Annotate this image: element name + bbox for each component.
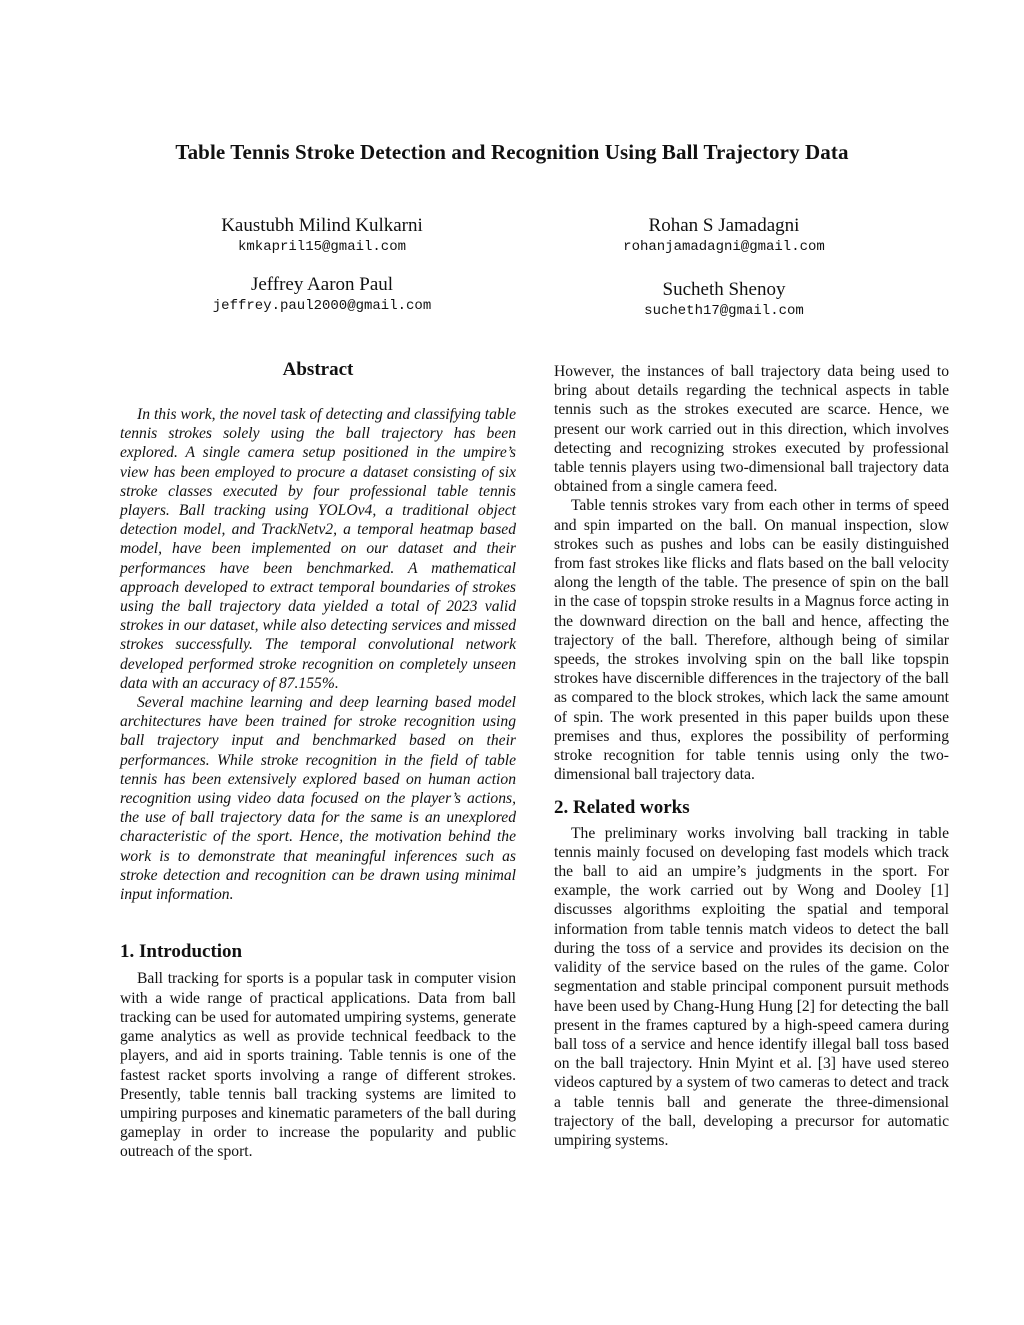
author-email: sucheth17@gmail.com: [644, 303, 804, 319]
author-block: [142, 273, 502, 315]
section-heading-introduction: 1. Introduction: [120, 941, 243, 963]
left-column: [120, 360, 516, 1162]
author-email: kmkapril15@gmail.com: [237, 239, 407, 255]
section-heading-related-works: 2. Related works: [554, 797, 690, 819]
body-paragraph: Table tennis strokes vary from each other in terms of speed and spin imparted on the ball. On manual inspection, slow strokes such as pushes and lobs can be easily distinguished from fast strokes like flicks and flats based on the ball velocity along the length of the table. The presence of spin on the ball in the case of topspin stroke results in a Magnus force acting in the downward direction on the ball and hence, affecting the trajectory of the ball. Therefore, although being of similar speeds, the strokes involving spin on the ball like topspin strokes have discernible differences in the trajectory of the ball as compared to the block strokes, which lack the same amount of spin. The work presented in this paper builds upon these premises and thus, explores the possibility of performing stroke recognition for table tennis using only the two-dimensional ball trajectory data.: [554, 497, 949, 784]
author-email: jeffrey.paul2000@gmail.com: [212, 298, 432, 314]
abstract-heading: Abstract: [282, 359, 354, 380]
intro-paragraph: Ball tracking for sports is a popular task in computer vision with a wide range of practical applications. Data from ball tracking can be used for automated umpiring systems, generate game analytics as well as provide technical feedback to the players, and aid in sports training. Table tennis is one of the fastest racket sports involving a range of different strokes. Presently, table tennis ball tracking systems are limited to umpiring purposes and kinematic parameters of the ball during gameplay in order to increase the popularity and public outreach of the sport.: [120, 970, 516, 1161]
abstract-paragraph: In this work, the novel task of detecting and classifying table tennis strokes solely using the ball trajectory has been explored. A single camera setup positioned in the umpire’s view has been employed to procure a dataset consisting of six stroke classes executed by four professional table tennis players. Ball tracking using YOLOv4, a traditional object detection model, and TrackNetv2, a temporal heatmap based model, have been implemented on our dataset and their performances have been benchmarked. A mathematical approach developed to extract temporal boundaries of strokes using the ball trajectory data yielded a total of 2023 valid strokes in our dataset, while also detecting services and missed strokes successfully. The temporal convolutional network developed performed stroke recognition on completely unseen data with an accuracy of 87.155%.: [120, 406, 516, 692]
abstract-body: [120, 405, 516, 904]
author-block: [544, 278, 904, 320]
body-paragraph: However, the instances of ball trajectory data being used to bring about details regarding the technical aspects in table tennis such as the strokes executed are scarce. Hence, we present our work carried out in this direction, which involves detecting and recognizing strokes executed by professional table tennis players using two-dimensional ball trajectory data obtained from a single camera feed.: [554, 363, 949, 496]
author-block: [142, 214, 502, 256]
related-paragraph: The preliminary works involving ball tracking in table tennis mainly focused on developing fast models which track the ball to aid an umpire’s judgments in the sport. For example, the work carried out by Wong and Dooley [1] discusses algorithms exploiting the spatial and temporal information from table tennis match videos to detect the ball during the toss of a service and provides its decision on the validity of the service based on the rules of the game. Color segmentation and stable principal component pursuit methods have been used by Chang-Hung Hung [2] for detecting the ball present in the frames captured by a high-speed camera during ball toss of a service and hence identify illegal ball toss based on the ball trajectory. Hnin Myint et al. [3] have used stereo videos captured by a system of two cameras to detect and track a table tennis ball and generate the three-dimensional trajectory of the ball, developing a precursor for automatic umpiring systems.: [554, 824, 949, 1149]
author-email: rohanjamadagni@gmail.com: [623, 239, 825, 255]
paper-title: Table Tennis Stroke Detection and Recognition Using Ball Trajectory Data: [175, 140, 849, 164]
author-name: Jeffrey Aaron Paul: [250, 274, 394, 295]
author-name: Sucheth Shenoy: [662, 279, 786, 300]
author-block: [544, 214, 904, 256]
author-name: Kaustubh Milind Kulkarni: [221, 215, 423, 236]
right-column: [554, 362, 949, 1150]
author-name: Rohan S Jamadagni: [648, 215, 800, 236]
abstract-paragraph: Several machine learning and deep learning based model architectures have been trained for stroke recognition using ball trajectory input and benchmarked based on their performances. While stroke recognition in the field of table tennis has been extensively explored based on human action recognition using video data focused on the player’s actions, the use of ball trajectory data for the same is an unexplored characteristic of the sport. Hence, the motivation behind the work is to demonstrate that meaningful inferences such as stroke detection and recognition can be drawn using minimal input information.: [120, 694, 516, 904]
